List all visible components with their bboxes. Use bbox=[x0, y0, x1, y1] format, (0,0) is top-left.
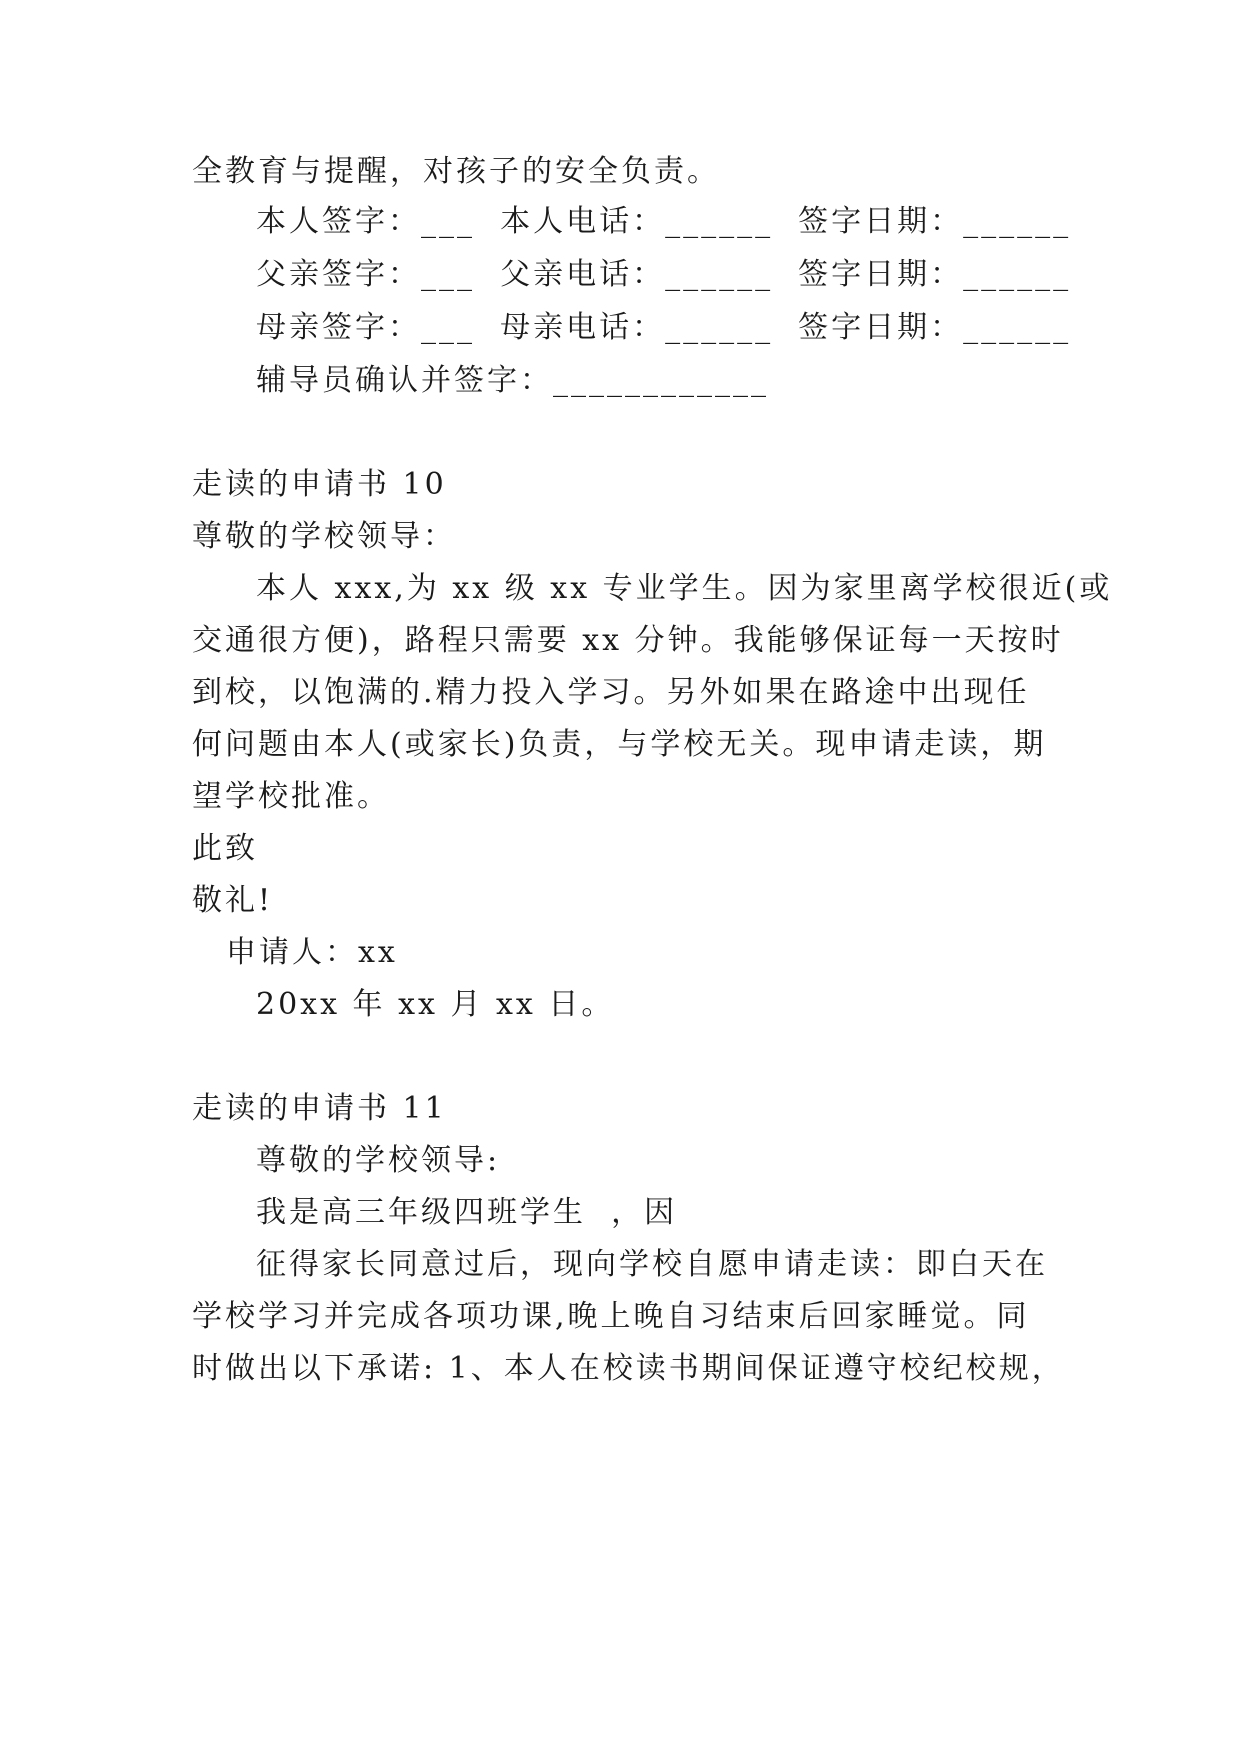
signature-row-self: 本人签字：___ 本人电话：______ 签字日期：______ bbox=[256, 204, 1072, 239]
letter10-body-line: 到校，以饱满的.精力投入学习。另外如果在路途中出现任 bbox=[192, 675, 1030, 710]
letter10-applicant: 申请人：xx bbox=[226, 935, 398, 970]
letter11-heading: 走读的申请书 11 bbox=[192, 1091, 447, 1126]
letter10-body-line: 望学校批准。 bbox=[192, 779, 390, 814]
signature-row-mother: 母亲签字：___ 母亲电话：______ 签字日期：______ bbox=[256, 310, 1072, 345]
letter10-body-line: 本人 xxx,为 xx 级 xx 专业学生。因为家里离学校很近(或 bbox=[256, 571, 1113, 606]
letter10-closing-1: 此致 bbox=[192, 831, 258, 866]
letter11-body-line: 时做出以下承诺: 1、本人在校读书期间保证遵守校纪校规， bbox=[192, 1351, 1065, 1386]
letter11-body-line: 学校学习并完成各项功课,晚上晚自习结束后回家睡觉。同 bbox=[192, 1299, 1030, 1334]
signature-row-father: 父亲签字：___ 父亲电话：______ 签字日期：______ bbox=[256, 257, 1072, 292]
letter11-salutation: 尊敬的学校领导: bbox=[256, 1143, 501, 1178]
letter10-date: 20xx 年 xx 月 xx 日。 bbox=[256, 987, 615, 1022]
letter10-closing-2: 敬礼! bbox=[192, 883, 274, 918]
letter11-body-line: 征得家长同意过后，现向学校自愿申请走读：即白天在 bbox=[256, 1247, 1048, 1282]
letter10-salutation: 尊敬的学校领导： bbox=[192, 519, 456, 554]
letter10-body-line: 何问题由本人(或家长)负责，与学校无关。现申请走读，期 bbox=[192, 727, 1047, 762]
signature-row-counselor: 辅导员确认并签字：____________ bbox=[256, 363, 769, 398]
letter11-intro: 我是高三年级四班学生 ，因 bbox=[256, 1195, 678, 1230]
closing-line: 全教育与提醒，对孩子的安全负责。 bbox=[192, 154, 720, 189]
letter10-body-line: 交通很方便)，路程只需要 xx 分钟。我能够保证每一天按时 bbox=[192, 623, 1064, 658]
letter10-heading: 走读的申请书 10 bbox=[192, 467, 447, 502]
